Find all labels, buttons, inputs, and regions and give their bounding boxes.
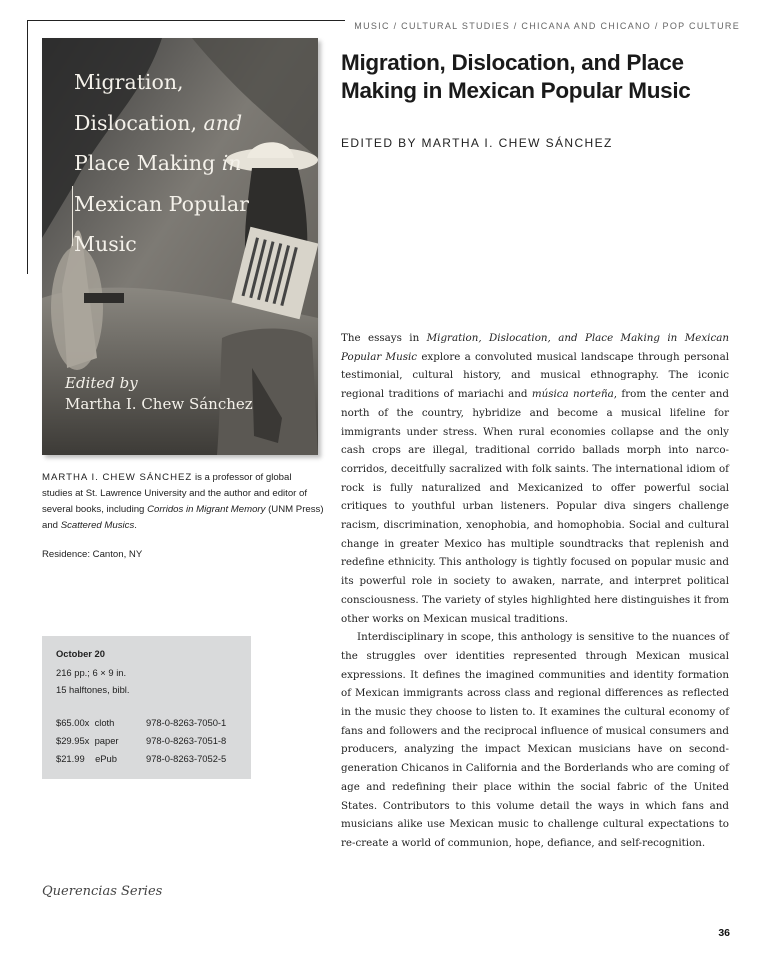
book-description — [341, 329, 729, 853]
cover-edited-by: Edited by — [65, 374, 138, 392]
book-title-line-1: Migration, Dislocation, and Place — [341, 50, 684, 75]
series-name: Querencias Series — [42, 884, 163, 899]
cover-title-line: Mexican Popular — [74, 191, 249, 216]
cover-editor-name: Martha I. Chew Sánchez — [65, 395, 253, 413]
illustrations: 15 halftones, bibl. — [56, 684, 130, 695]
cover-title-line: Dislocation, and — [74, 110, 243, 135]
editor-line: EDITED BY MARTHA I. CHEW SÁNCHEZ — [341, 136, 613, 150]
term-reference: música norteña — [531, 388, 614, 401]
page-number: 36 — [718, 927, 730, 939]
residence: Residence: Canton, NY — [42, 549, 143, 560]
cover-title-line: Migration, — [74, 70, 184, 94]
release-date: October 20 — [56, 648, 105, 659]
format-price: $65.00x cloth — [56, 717, 115, 728]
cover-title-line: Music — [74, 232, 137, 256]
format-row — [56, 735, 246, 749]
description-paragraph: The essays in Migration, Dislocation, and Place Making in Mexican Popular Music explore a convoluted musical landscape through personal testimonial, cultural history, and musical ethnography. The iconic regional traditions of mariachi and música norteña, from the center and north of the country, hybridize and become a musical lifeline for immigrants under stress. When rural economies collapse and the only cash crops are illegal, traditional corrido ballads morph into narco-corridos, deceitfully sacralized with folk saints. The international idiom of rock is fully naturalized and Mexicanized to offer powerful social critiques to youthful urban listeners. Popular diva singers challenge racism, discrimination, xenophobia, and homophobia. Social and cultural change in greater Mexico has multiple soundtracks that replenish and redefine ethnicity. This anthology is tightly focused on popular music and its powerful role in society to awaken, narrate, and interpret political consciousness. The variety of styles highlighted here distinguishes it from other works on Mexican musical traditions. — [341, 332, 729, 625]
author-bio: MARTHA I. CHEW SÁNCHEZ is a professor of global studies at St. Lawrence University and the author and editor of several books, including Corridos in Migrant Memory (UNM Press) and Scattered Musics. — [42, 472, 324, 531]
format-price: $21.99 ePub — [56, 753, 117, 764]
format-row — [56, 717, 246, 731]
cover-vertical-rule — [72, 186, 73, 246]
cover-title — [74, 62, 314, 265]
book-reference: Corridos in Migrant Memory — [147, 504, 266, 515]
crop-mark-horizontal — [27, 20, 345, 21]
category-header: MUSIC / CULTURAL STUDIES / CHICANA AND CHICANO / POP CULTURE — [354, 21, 740, 31]
crop-mark-vertical — [27, 20, 28, 274]
format-isbn: 978-0-8263-7051-8 — [146, 735, 227, 746]
title-reference: Migration, Dislocation, and Place Making in Mexican Popular Music — [341, 332, 729, 363]
book-cover-image — [42, 38, 318, 455]
book-reference: Scattered Musics — [60, 520, 135, 531]
format-price: $29.95x paper — [56, 735, 119, 746]
page-count: 216 pp.; 6 × 9 in. — [56, 667, 127, 678]
description-paragraph: Interdisciplinary in scope, this anthology is sensitive to the nuances of the struggles over identities represented through Mexican musical expressions. It defines the imagined communities and identity formation of Mexican immigrants across class and regional differences as reflected in the music they choose to listen to. It examines the cultural economy of fans and followers and the reciprocal influence of musical consumers and producers, analyzing the impact Mexican musicians have on second-generation Chicanos in California and the Borderlands who are coming of age and redefining their place within the social fabric of the United States. Contributors to this volume detail the ways in which fans and musicians alike use Mexican music to challenge cultural expectations to re-create a world of communion, hope, defiance, and self-recognition. — [341, 631, 729, 849]
book-title — [341, 49, 741, 105]
format-isbn: 978-0-8263-7052-5 — [146, 753, 227, 764]
book-title-line-2: Making in Mexican Popular Music — [341, 78, 691, 103]
format-isbn: 978-0-8263-7050-1 — [146, 717, 227, 728]
format-row — [56, 753, 246, 767]
author-name: MARTHA I. CHEW SÁNCHEZ — [42, 472, 193, 483]
cover-title-line: Place Making in — [74, 151, 242, 175]
book-specs-box — [42, 636, 251, 779]
